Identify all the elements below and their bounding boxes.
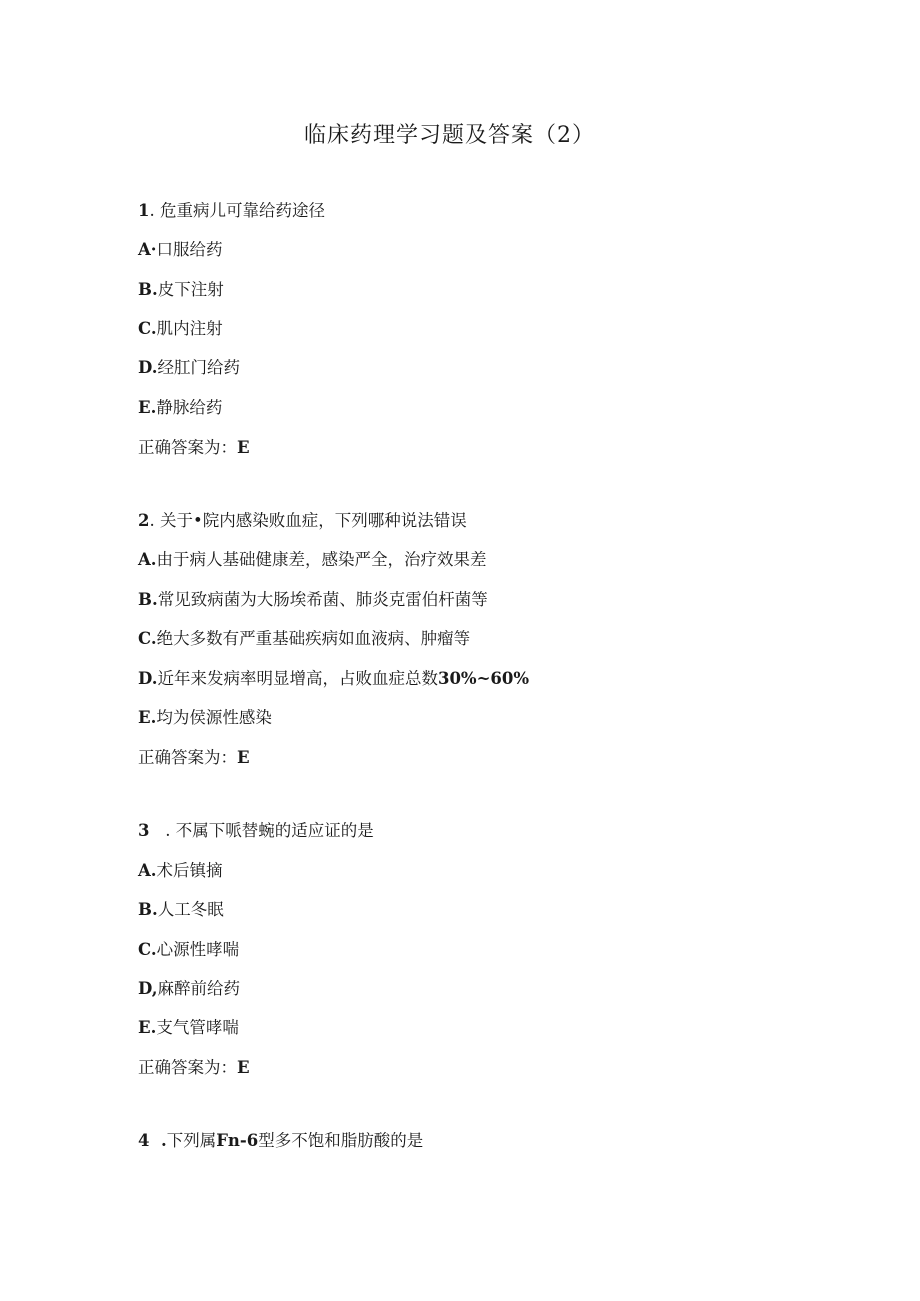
option-a: A·口服给药 [138, 240, 223, 259]
answer-value: E [237, 1058, 250, 1077]
question-stem: 2. 关于•院内感染败血症，下列哪种说法错误 [138, 511, 467, 530]
question-stem: 1. 危重病儿可靠给药途径 [138, 201, 325, 220]
option-b: B.人工冬眠 [138, 900, 224, 919]
option-a: A.由于病人基础健康差，感染严全，治疗效果差 [138, 550, 487, 569]
option-d: D.近年来发病率明显增高，占败血症总数30%~60% [138, 669, 530, 688]
question-text: 关于•院内感染败血症，下列哪种说法错误 [159, 511, 467, 530]
question-stem: 3 . 不属下哌替蜿的适应证的是 [138, 821, 374, 840]
question-text: 危重病儿可靠给药途径 [159, 201, 325, 220]
option-b: B.常见致病菌为大肠埃希菌、肺炎克雷伯杆菌等 [138, 590, 488, 609]
question-stem: 4 .下列属Fn-6型多不饱和脂肪酸的是 [138, 1131, 424, 1150]
page-title: 临床药理学习题及答案（2） [304, 123, 595, 148]
option-b: B.皮下注射 [138, 280, 224, 299]
option-a: A.术后镇摘 [138, 861, 223, 880]
answer-line: 正确答案为：E [138, 438, 250, 457]
answer-line: 正确答案为：E [138, 748, 250, 767]
answer-value: E [237, 748, 250, 767]
answer-value: E [237, 438, 250, 457]
option-c: C.绝大多数有严重基础疾病如血液病、肿瘤等 [138, 629, 471, 648]
answer-line: 正确答案为：E [138, 1058, 250, 1077]
question-number: 3 [138, 821, 150, 840]
question-number: 1 [138, 201, 150, 220]
question-number: 2 [138, 511, 150, 530]
option-d: D.经肛门给药 [138, 358, 240, 377]
option-e: E.静脉给药 [138, 398, 223, 417]
option-d: D,麻醉前给药 [138, 979, 240, 998]
option-c: C.心源性哮喘 [138, 940, 240, 959]
option-e: E.均为侯源性感染 [138, 708, 272, 727]
option-c: C.肌内注射 [138, 319, 223, 338]
question-text: 不属下哌替蜿的适应证的是 [175, 821, 374, 840]
option-e: E.支气管哮喘 [138, 1018, 239, 1037]
question-number: 4 [138, 1131, 150, 1150]
